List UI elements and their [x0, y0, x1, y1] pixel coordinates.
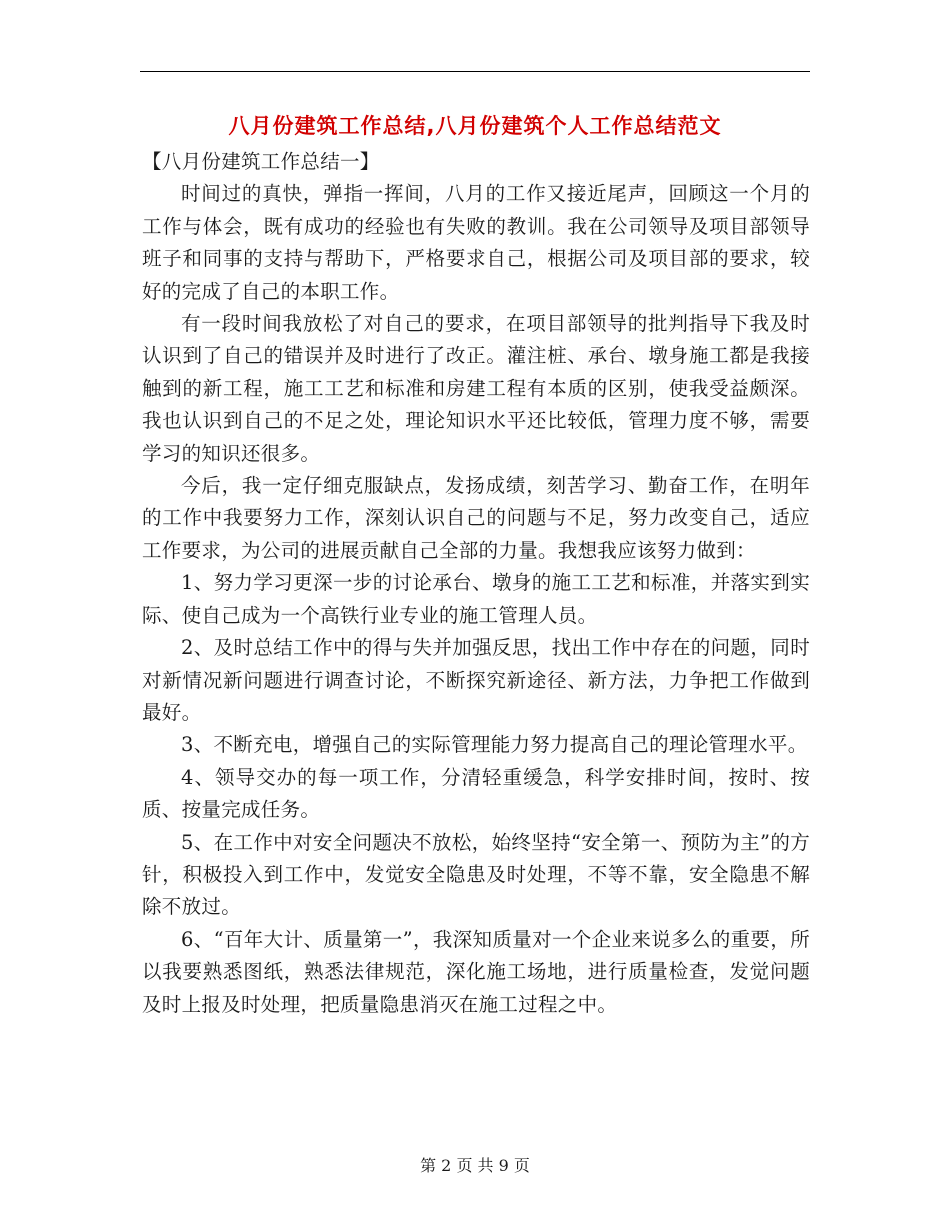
paragraph-intro: 时间过的真快，弹指一挥间，八月的工作又接近尾声，回顾这一个月的工作与体会，既有成功的经验也有失败的教训。我在公司领导及项目部领导班子和同事的支持与帮助下，严格要求自己，根据公司及项目部的要求，较好的完成了自己的本职工作。 [142, 182, 810, 303]
list-item-2: 2、及时总结工作中的得与失并加强反思，找出工作中存在的问题，同时对新情况新问题进行调查讨论，不断探究新途径、新方法，力争把工作做到最好。 [142, 636, 810, 724]
list-item-1: 1、努力学习更深一步的讨论承台、墩身的施工工艺和标准，并落实到实际、使自己成为一个高铁行业专业的施工管理人员。 [142, 571, 810, 627]
page-number: 第 2 页 共 9 页 [420, 1156, 530, 1175]
paragraph-plan: 今后，我一定仔细克服缺点，发扬成绩，刻苦学习、勤奋工作，在明年的工作中我要努力工作，深刻认识自己的问题与不足，努力改变自己，适应工作要求，为公司的进展贡献自己全部的力量。我想我应该努力做到： [142, 474, 810, 562]
list-item-6: 6、“百年大计、质量第一”，我深知质量对一个企业来说多么的重要，所以我要熟悉图纸，熟悉法律规范，深化施工场地，进行质量检查，发觉问题及时上报及时处理，把质量隐患消灭在施工过程之中。 [142, 927, 810, 1016]
header-rule [140, 71, 810, 72]
document-title: 八月份建筑工作总结,八月份建筑个人工作总结范文 [228, 114, 722, 138]
list-item-3: 3、不断充电，增强自己的实际管理能力努力提高自己的理论管理水平。 [181, 733, 808, 757]
paragraph-reflection: 有一段时间我放松了对自己的要求，在项目部领导的批判指导下我及时认识到了自己的错误并及时进行了改正。灌注桩、承台、墩身施工都是我接触到的新工程，施工工艺和标准和房建工程有本质的区别，使我受益颇深。我也认识到自己的不足之处，理论知识水平还比较低，管理力度不够，需要学习的知识还很多。 [142, 312, 810, 465]
section-heading: 【八月份建筑工作总结一】 [142, 150, 380, 173]
list-item-5: 5、在工作中对安全问题决不放松，始终坚持“安全第一、预防为主”的方针，积极投入到工作中，发觉安全隐患及时处理，不等不靠，安全隐患不解除不放过。 [142, 830, 810, 919]
document-body [142, 146, 810, 1021]
list-item-4: 4、领导交办的每一项工作，分清轻重缓急，科学安排时间，按时、按质、按量完成任务。 [142, 765, 810, 822]
